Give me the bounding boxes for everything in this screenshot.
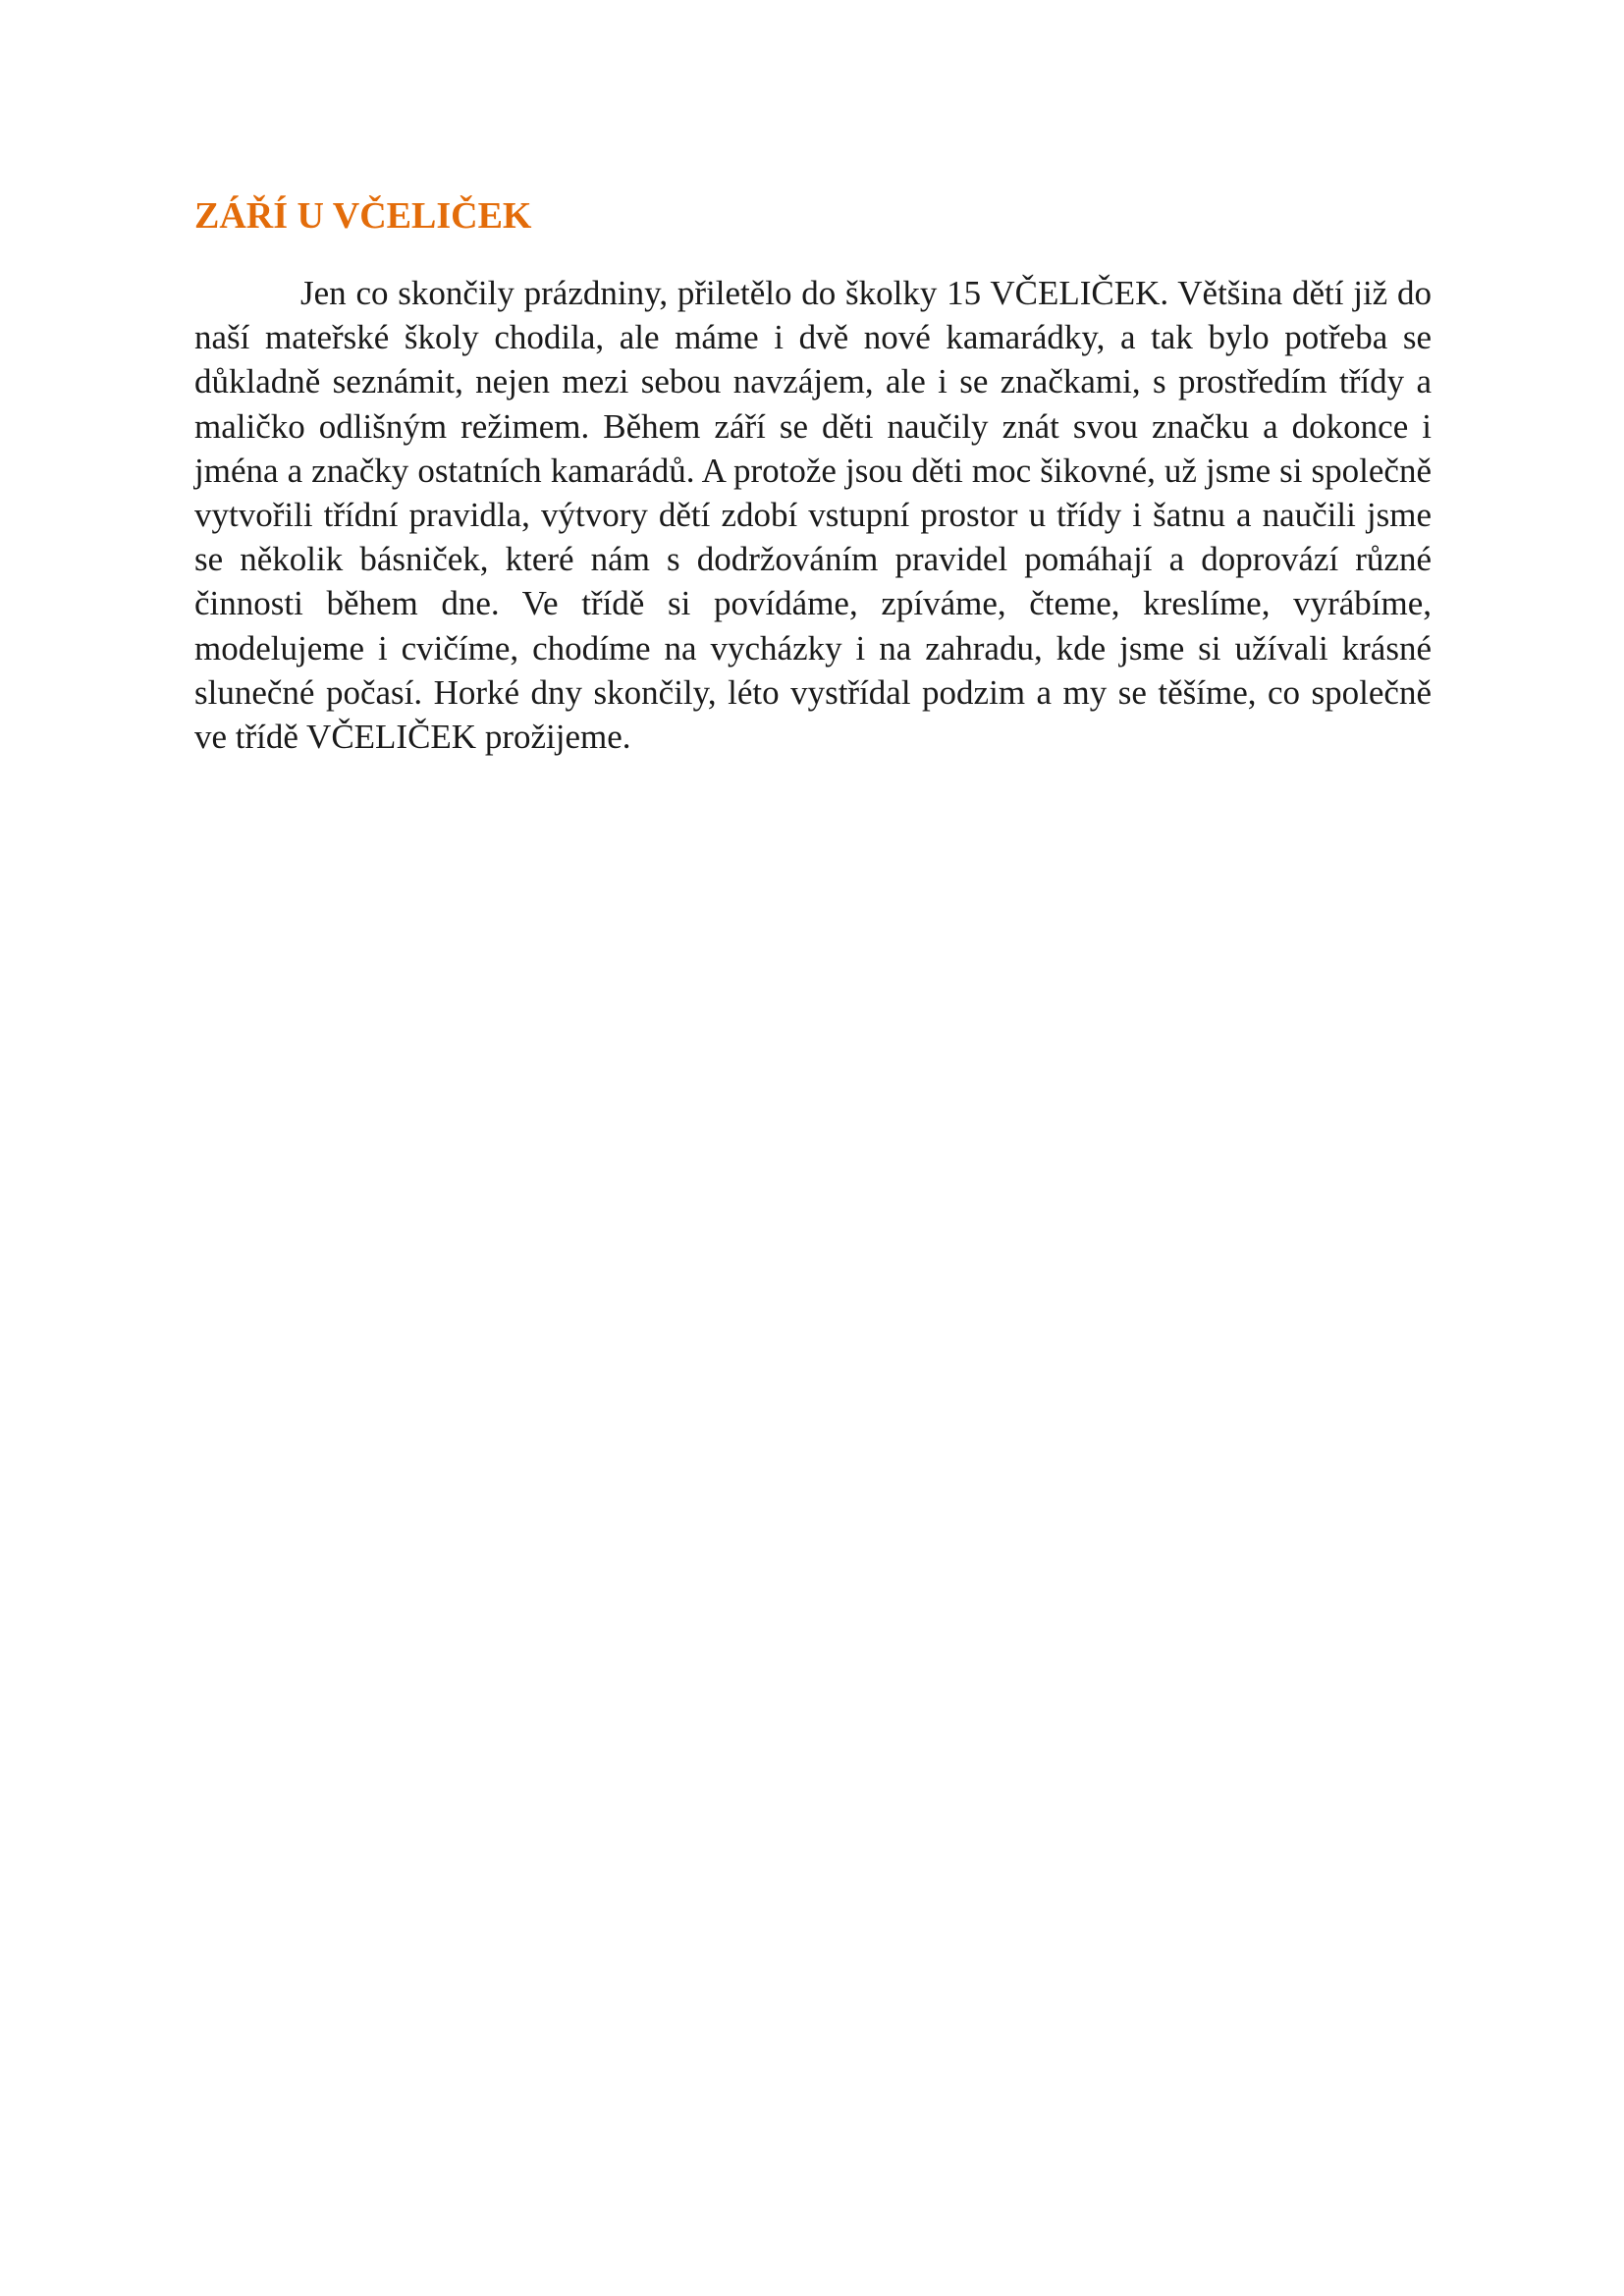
article-paragraph: Jen co skončily prázdniny, přiletělo do školky 15 VČELIČEK. Většina dětí již do naší mateřské školy chodila, ale máme i dvě nové kamarádky, a tak bylo potřeba se důkladně seznámit, nejen mezi sebou navzájem, ale i se značkami, s prostředím třídy a maličko odlišným režimem. Během září se děti naučily znát svou značku a dokonce i jména a značky ostatních kamarádů. A protože jsou děti moc šikovné, už jsme si společně vytvořili třídní pravidla, výtvory dětí zdobí vstupní prostor u třídy i šatnu a naučili jsme se několik básniček, které nám s dodržováním pravidel pomáhají a doprovází různé činnosti během dne. Ve třídě si povídáme, zpíváme, čteme, kreslíme, vyrábíme, modelujeme i cvičíme, chodíme na vycházky i na zahradu, kde jsme si užívali krásné slunečné počasí. Horké dny skončily, léto vystřídal podzim a my se těšíme, co společně ve třídě VČELIČEK prožijeme. [194,274,1432,757]
article-heading: ZÁŘÍ U VČELIČEK [194,195,532,237]
